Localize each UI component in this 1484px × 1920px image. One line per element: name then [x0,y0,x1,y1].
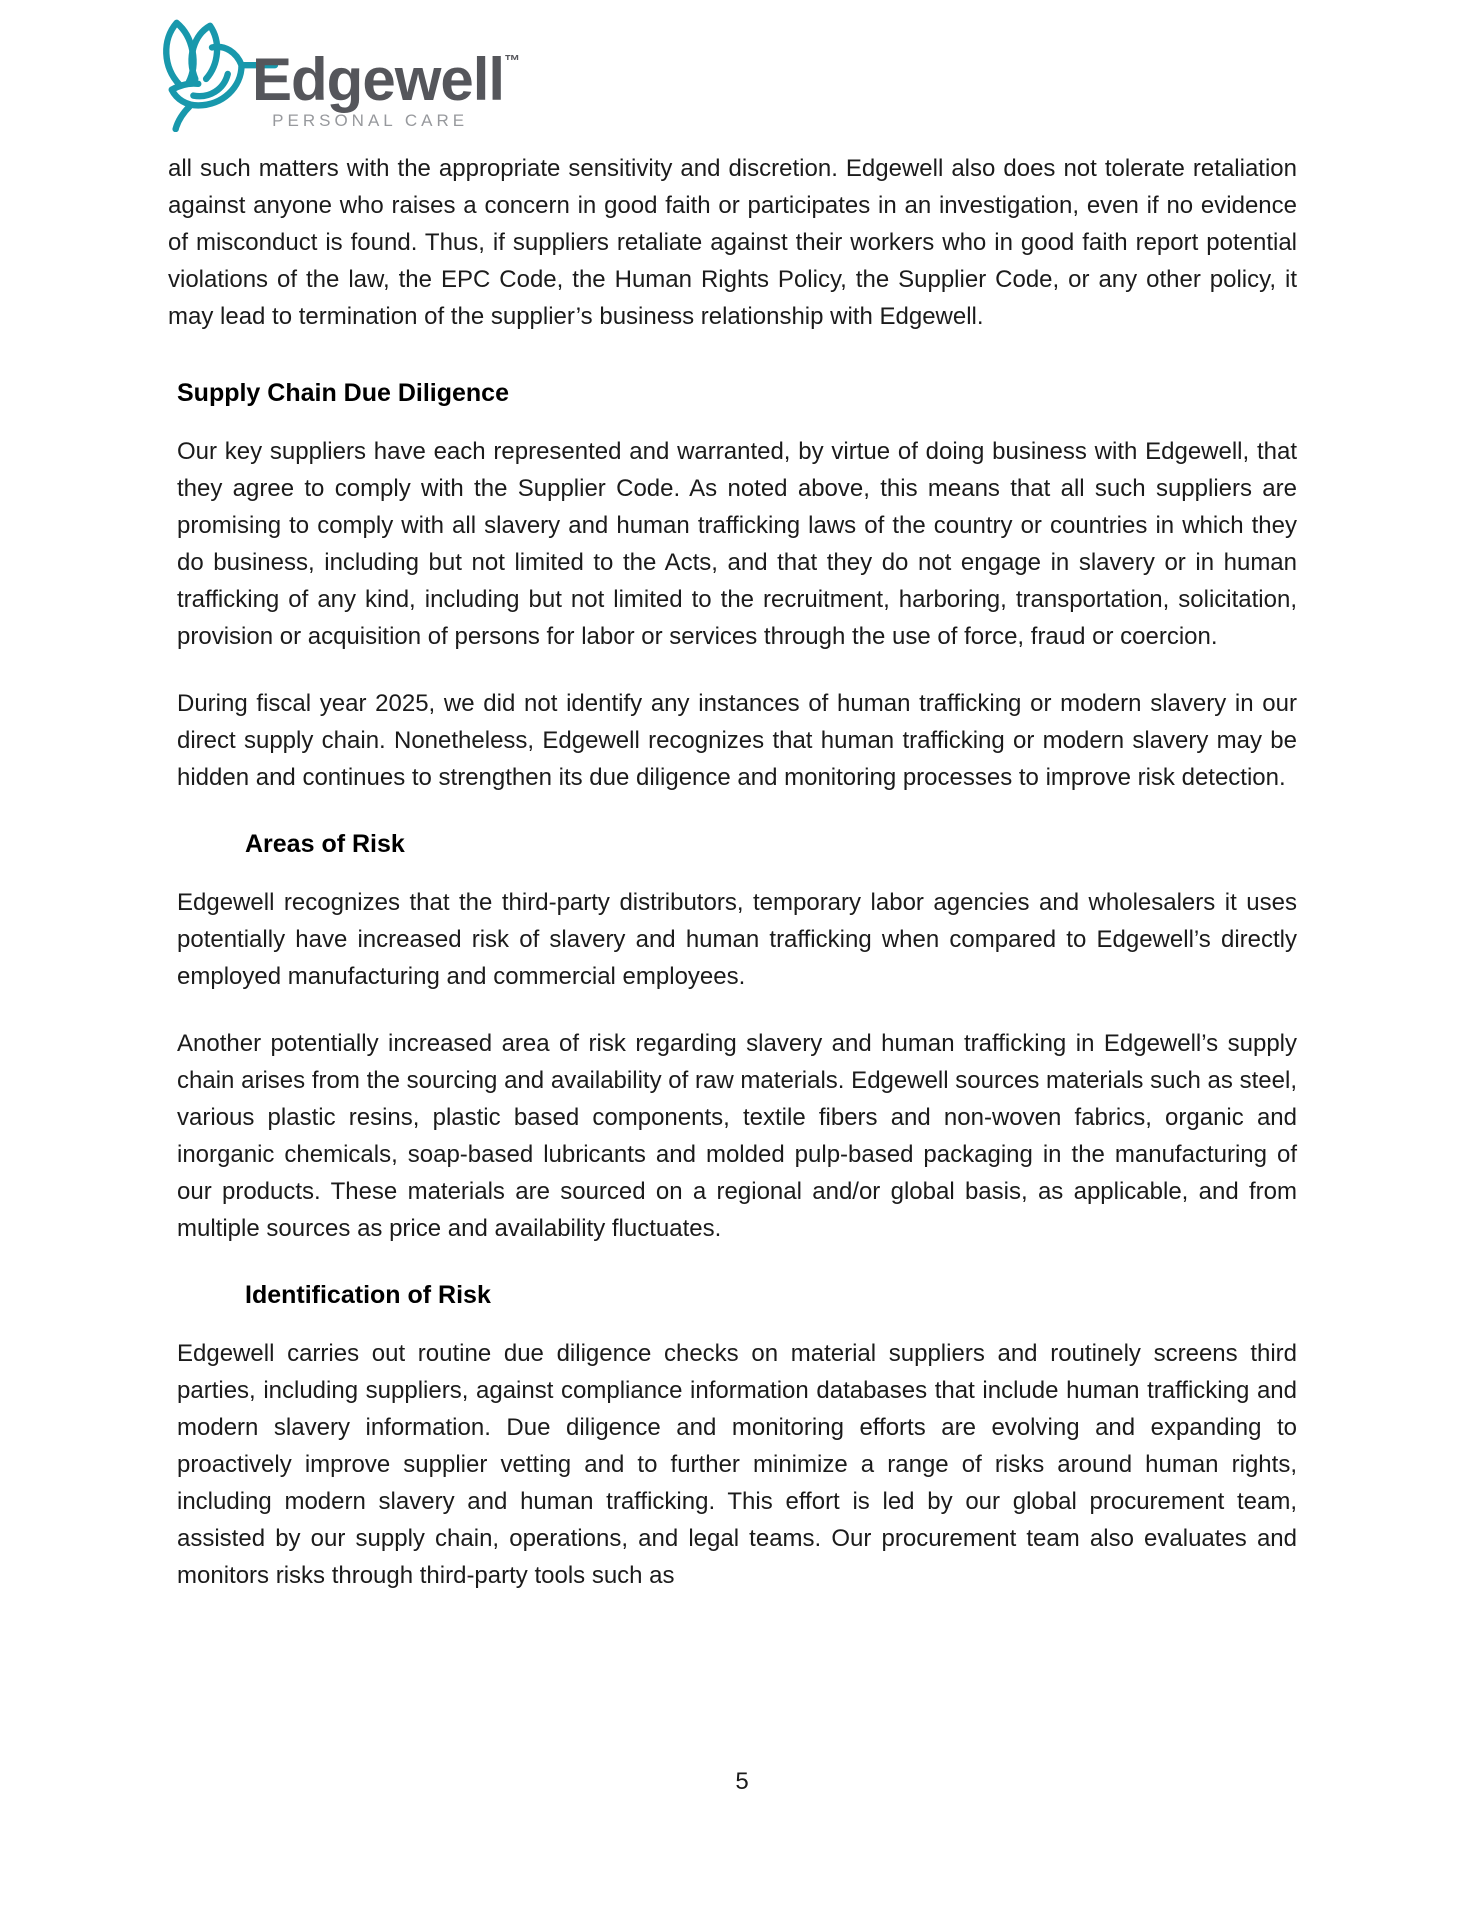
paragraph-raw-materials: Another potentially increased area of risk regarding slavery and human trafficking in Edgewell’s supply chain arises from the sourcing and availability of raw materials. Edgewell sources materials such as steel, various plastic resins, plastic based components, textile fibers and non-woven fabrics, organic and inorganic chemicals, soap-based lubricants and molded pulp-based packaging in the manufacturing of our products. These materials are sourced on a regional and/or global basis, as applicable, and from multiple sources as price and availability fluctuates. [177,1030,1297,1242]
paragraph-fiscal-year-2025: During fiscal year 2025, we did not identify any instances of human trafficking or modern slavery in our direct supply chain. Nonetheless, Edgewell recognizes that human trafficking or modern slavery may be hidden and continues to strengthen its due diligence and monitoring processes to improve risk detection. [177,690,1297,791]
brand-name: Edgewell [252,46,505,113]
brand-logo [150,14,570,136]
subsection-heading-areas-of-risk: Areas of Risk [245,830,405,858]
intro-paragraph: all such matters with the appropriate sensitivity and discretion. Edgewell also does not tolerate retaliation against anyone who raises a concern in good faith or participates in an investigation, even if no evidence of misconduct is found. Thus, if suppliers retaliate against their workers who in good faith report potential violations of the law, the EPC Code, the Human Rights Policy, the Supplier Code, or any other policy, it may lead to termination of the supplier’s business relationship with Edgewell. [168,155,1297,330]
trademark-symbol: ™ [504,53,521,70]
brand-wordmark [252,46,521,131]
subsection-heading-identification-of-risk: Identification of Risk [245,1281,491,1309]
paragraph-key-suppliers: Our key suppliers have each represented and warranted, by virtue of doing business with Edgewell, that they agree to comply with the Supplier Code. As noted above, this means that all such suppliers are promising to comply with all slavery and human trafficking laws of the country or countries in which they do business, including but not limited to the Acts, and that they do not engage in slavery or in human trafficking of any kind, including but not limited to the recruitment, harboring, transportation, solicitation, provision or acquisition of persons for labor or services through the use of force, fraud or coercion. [177,438,1297,650]
page-number: 5 [735,1768,749,1795]
paragraph-third-party-distributors: Edgewell recognizes that the third-party distributors, temporary labor agencies and wholesalers it uses potentially have increased risk of slavery and human trafficking when compared to Edgewell’s directly employed manufacturing and commercial employees. [177,889,1297,990]
paragraph-due-diligence-checks: Edgewell carries out routine due diligence checks on material suppliers and routinely screens third parties, including suppliers, against compliance information databases that include human trafficking and modern slavery information. Due diligence and monitoring efforts are evolving and expanding to proactively improve supplier vetting and to further minimize a range of risks around human rights, including modern slavery and human trafficking. This effort is led by our global procurement team, assisted by our supply chain, operations, and legal teams. Our procurement team also evaluates and monitors risks through third-party tools such as [177,1340,1297,1589]
document-body [168,150,1297,1624]
section-heading-supply-chain-due-diligence: Supply Chain Due Diligence [177,379,509,407]
brand-tagline: PERSONAL CARE [272,111,469,130]
